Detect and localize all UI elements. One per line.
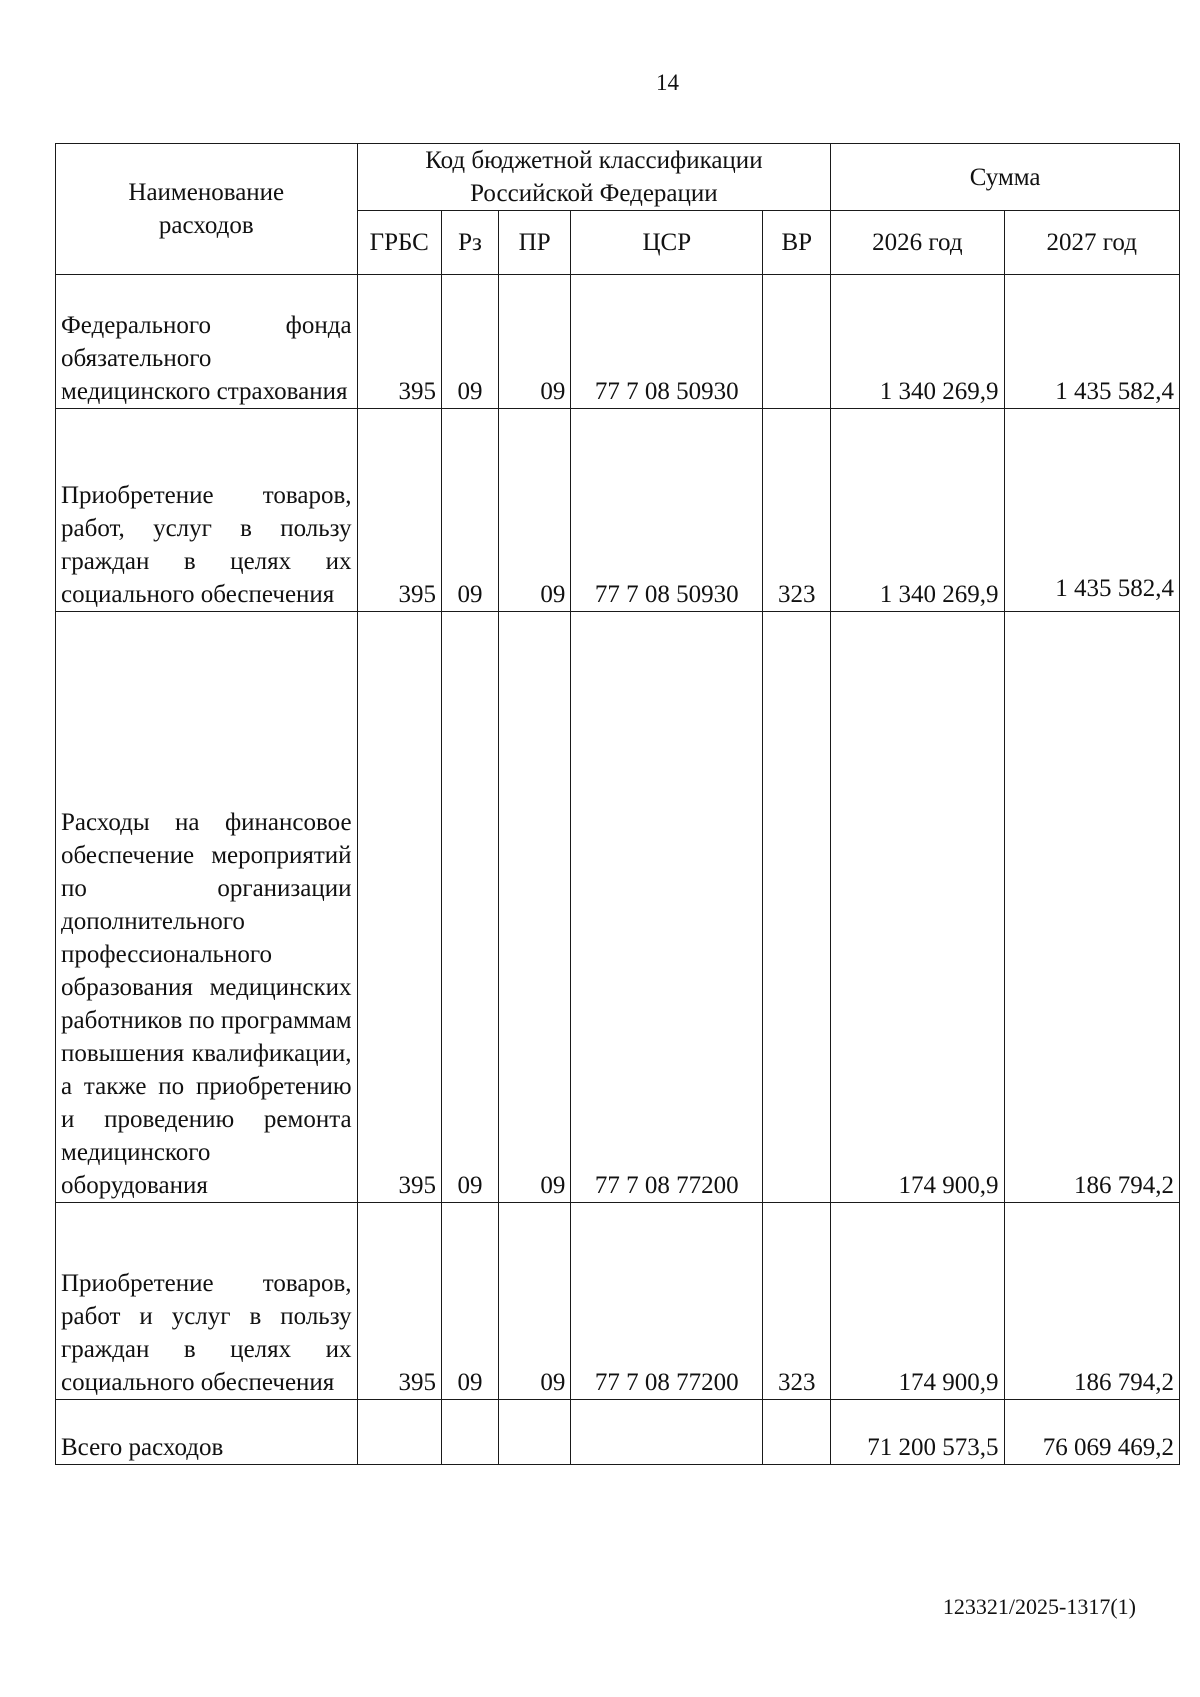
header-csr: ЦСР [571,211,763,275]
row-rz: 09 [441,612,498,1203]
page-number: 14 [656,70,679,95]
row-2027: 1 435 582,4 [1004,409,1180,612]
row-pr: 09 [498,612,570,1203]
header-grbs: ГРБС [357,211,441,275]
header-vr: ВР [763,211,831,275]
row-name: Приобретение товаров, работ, услуг в пользу граждан в целях их социального обеспечения [56,409,358,612]
row-vr: 323 [763,1203,831,1400]
row-pr: 09 [498,409,570,612]
row-csr: 77 7 08 77200 [571,1203,763,1400]
table-row [56,1203,1180,1400]
total-empty-cell [571,1400,763,1465]
header-rz: Рз [441,211,498,275]
row-rz: 09 [441,409,498,612]
row-csr: 77 7 08 77200 [571,612,763,1203]
total-empty-cell [357,1400,441,1465]
row-2026: 174 900,9 [831,1203,1004,1400]
document-number: 123321/2025-1317(1) [942,1594,1136,1619]
budget-table [55,143,1180,1465]
row-vr: 323 [763,409,831,612]
row-name: Федерального фонда обязательного медицинского страхования [56,275,358,409]
row-2026: 1 340 269,9 [831,409,1004,612]
total-empty-cell [763,1400,831,1465]
row-grbs: 395 [357,612,441,1203]
row-vr [763,612,831,1203]
row-grbs: 395 [357,409,441,612]
row-2027: 186 794,2 [1004,612,1180,1203]
row-2027: 186 794,2 [1004,1203,1180,1400]
row-rz: 09 [441,275,498,409]
row-rz: 09 [441,1203,498,1400]
row-name: Приобретение товаров, работ и услуг в пользу граждан в целях их социального обеспечения [56,1203,358,1400]
table-row [56,275,1180,409]
row-vr [763,275,831,409]
row-csr: 77 7 08 50930 [571,409,763,612]
total-row [56,1400,1180,1465]
header-pr: ПР [498,211,570,275]
total-label: Всего расходов [56,1400,358,1465]
table-row [56,409,1180,612]
row-pr: 09 [498,275,570,409]
header-sum-group: Сумма [831,144,1180,211]
total-2026: 71 200 573,5 [831,1400,1004,1465]
header-2026: 2026 год [831,211,1004,275]
header-code-group: Код бюджетной классификации Российской Федерации [357,144,831,211]
total-2027: 76 069 469,2 [1004,1400,1180,1465]
row-pr: 09 [498,1203,570,1400]
header-name: Наименование расходов [56,144,358,275]
total-empty-cell [441,1400,498,1465]
row-csr: 77 7 08 50930 [571,275,763,409]
row-grbs: 395 [357,275,441,409]
row-name: Расходы на финансовое обеспечение мероприятий по организации дополнительного профессионального образования медицинских работников по программам повышения квалификации, а также по приобретению и проведению ремонта медицинского оборудования [56,612,358,1203]
table-row [56,612,1180,1203]
row-2027: 1 435 582,4 [1004,275,1180,409]
header-2027: 2027 год [1004,211,1180,275]
row-grbs: 395 [357,1203,441,1400]
total-empty-cell [498,1400,570,1465]
row-2026: 1 340 269,9 [831,275,1004,409]
row-2026: 174 900,9 [831,612,1004,1203]
